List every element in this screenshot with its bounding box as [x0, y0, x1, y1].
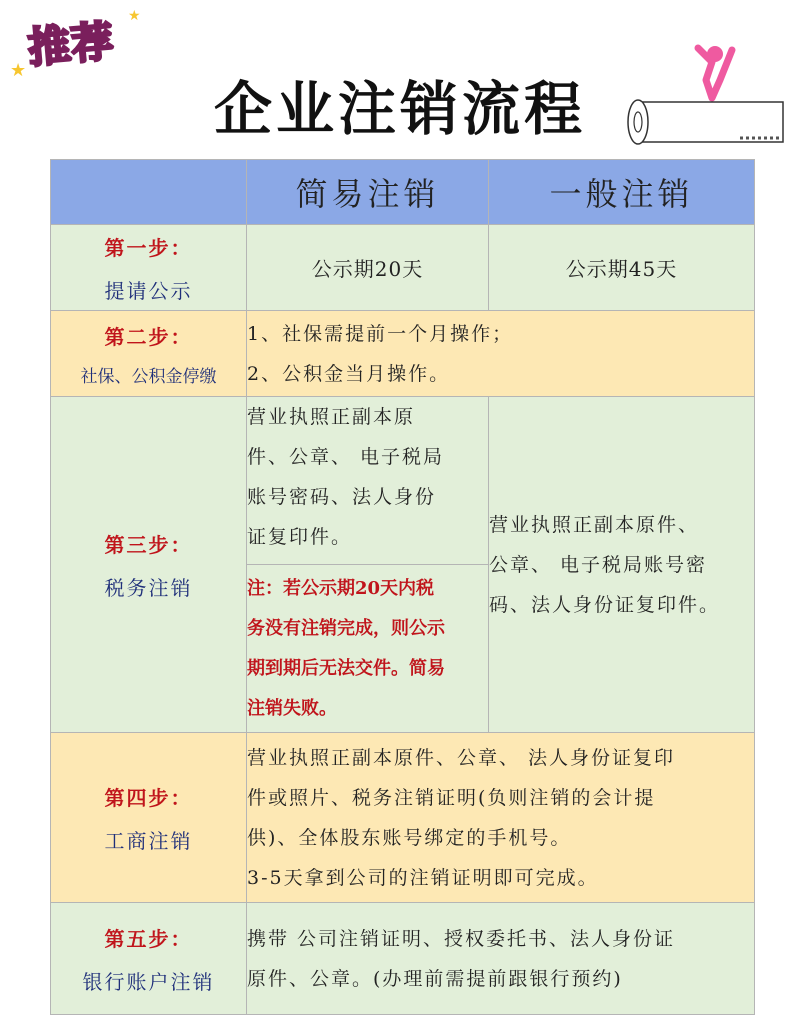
- detail-line: 证复印件。: [247, 526, 353, 548]
- detail-cell: [247, 311, 755, 397]
- note-line: 注：若公示期20天内税: [247, 577, 435, 599]
- warning-note: [247, 565, 489, 733]
- step-number: 第五步：: [104, 926, 193, 951]
- step-cell: [51, 311, 247, 397]
- detail-line: 码、法人身份证复印件。: [489, 593, 721, 616]
- star-icon: ★: [128, 8, 141, 24]
- badge-text: 推荐: [26, 16, 117, 73]
- header-general-cancel: 一般注销: [489, 160, 755, 225]
- step-number: 第四步：: [104, 785, 193, 810]
- note-line: 期到期后无法交件。简易: [247, 657, 445, 679]
- table-row: [51, 903, 755, 1015]
- step-number: 第二步：: [104, 324, 193, 349]
- detail-line: 供)、全体股东账号绑定的手机号。: [247, 826, 572, 849]
- detail-line: 3-5天拿到公司的注销证明即可完成。: [247, 866, 599, 889]
- detail-line: 账号密码、法人身份: [247, 486, 437, 508]
- detail-line: 件、公章、 电子税局: [247, 446, 445, 468]
- detail-line: 2、公积金当月操作。: [247, 362, 451, 385]
- simple-cell: 公示期20天: [247, 225, 489, 311]
- note-line: 注销失败。: [247, 697, 337, 719]
- detail-line: 营业执照正副本原: [247, 406, 416, 428]
- table-row: [51, 311, 755, 397]
- step-cell: [51, 225, 247, 311]
- step-number: 第三步：: [104, 532, 193, 557]
- detail-line: 营业执照正副本原件、: [489, 513, 700, 536]
- step-name: 银行账户注销: [82, 969, 215, 994]
- detail-line: 件或照片、税务注销证明(负则注销的会计提: [247, 786, 656, 809]
- simple-cell: [247, 397, 489, 565]
- detail-line: 携带 公司注销证明、授权委托书、法人身份证: [247, 927, 676, 950]
- detail-line: 原件、公章。(办理前需提前跟银行预约): [247, 967, 623, 990]
- step-cell: [51, 397, 247, 733]
- header-simple-cancel: 简易注销: [247, 160, 489, 225]
- general-cell: 公示期45天: [489, 225, 755, 311]
- step-number: 第一步：: [104, 235, 193, 260]
- table-header-row: [51, 160, 755, 225]
- general-cell: [489, 397, 755, 733]
- table-row: [51, 397, 755, 565]
- detail-cell: [247, 733, 755, 903]
- detail-cell: [247, 903, 755, 1015]
- step-name: 工商注销: [104, 828, 193, 853]
- step-name: 税务注销: [104, 575, 193, 600]
- scroll-figure-icon: [620, 40, 790, 152]
- table-row: [51, 733, 755, 903]
- step-cell: [51, 903, 247, 1015]
- step-cell: [51, 733, 247, 903]
- detail-line: 1、社保需提前一个月操作；: [247, 322, 514, 345]
- process-table: [50, 159, 755, 1015]
- header-blank: [51, 160, 247, 225]
- note-line: 务没有注销完成，则公示: [247, 617, 445, 639]
- step-name: 社保、公积金停缴: [80, 366, 217, 387]
- star-icon: ★: [10, 60, 27, 81]
- detail-line: 公章、 电子税局账号密: [489, 553, 708, 576]
- page-title: 企业注销流程: [213, 75, 586, 143]
- detail-line: 营业执照正副本原件、公章、 法人身份证复印: [247, 746, 676, 769]
- step-name: 提请公示: [104, 278, 193, 303]
- table-row: [51, 225, 755, 311]
